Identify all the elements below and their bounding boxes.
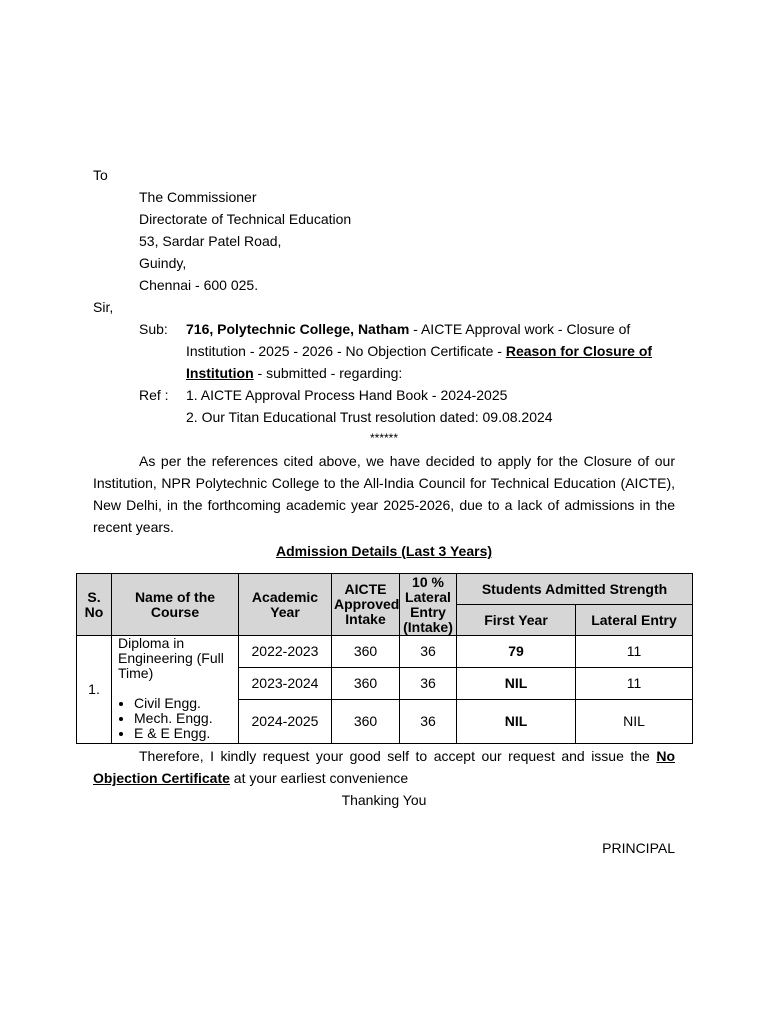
to-label: To bbox=[93, 167, 108, 183]
reference-label: Ref : bbox=[139, 387, 169, 403]
subject-line2-start: Institution - 2025 - 2026 - No Objection Certificate - bbox=[186, 343, 506, 359]
request-text: Therefore, I kindly request your good self to accept our request and issue the bbox=[139, 748, 657, 764]
address-line-4: Guindy, bbox=[139, 255, 187, 271]
subject-label: Sub: bbox=[139, 321, 168, 337]
subject-college: 716, Polytechnic College, Natham bbox=[186, 321, 410, 337]
cell-lateral: 36 bbox=[400, 668, 457, 700]
subject-line-1 bbox=[186, 320, 630, 338]
address-line-5: Chennai - 600 025. bbox=[139, 277, 259, 293]
cell-intake: 360 bbox=[332, 700, 400, 744]
cell-first-year: 79 bbox=[457, 636, 576, 668]
request-tail: at your earliest convenience bbox=[229, 770, 409, 786]
cell-intake: 360 bbox=[332, 668, 400, 700]
cell-lateral-entry: 11 bbox=[576, 668, 693, 700]
branch-item: • Civil Engg. bbox=[134, 696, 236, 711]
subject-line-3 bbox=[186, 364, 402, 382]
admission-table bbox=[76, 573, 693, 744]
signature: PRINCIPAL bbox=[602, 840, 675, 856]
subject-reason-part1: Reason for Closure of bbox=[505, 343, 653, 359]
request-noc: No Objection Certificate bbox=[93, 748, 675, 786]
address-line-3: 53, Sardar Patel Road, bbox=[139, 233, 282, 249]
subject-line1-rest: - AICTE Approval work - Closure of bbox=[409, 321, 631, 337]
reference-item-1: 1. AICTE Approval Process Hand Book - 2024-2025 bbox=[186, 387, 508, 403]
salutation: Sir, bbox=[93, 299, 114, 315]
header-academic-year: Academic Year bbox=[239, 574, 332, 636]
reference-item-2: 2. Our Titan Educational Trust resolution dated: 09.08.2024 bbox=[186, 409, 553, 425]
separator: ****** bbox=[369, 431, 399, 445]
cell-lateral: 36 bbox=[400, 636, 457, 668]
header-course: Name of the Course bbox=[112, 574, 239, 636]
request-paragraph bbox=[93, 745, 675, 789]
header-first-year: First Year bbox=[457, 605, 576, 636]
cell-lateral-entry: NIL bbox=[576, 700, 693, 744]
cell-sno: 1. bbox=[77, 636, 112, 744]
table-header-row bbox=[77, 574, 693, 605]
branch-item: • E & E Engg. bbox=[134, 726, 236, 741]
header-students-admitted: Students Admitted Strength bbox=[457, 574, 693, 605]
header-sno: S. No bbox=[77, 574, 112, 636]
cell-year: 2023-2024 bbox=[239, 668, 332, 700]
cell-year: 2024-2025 bbox=[239, 700, 332, 744]
cell-first-year: NIL bbox=[457, 668, 576, 700]
cell-lateral-entry: 11 bbox=[576, 636, 693, 668]
closing: Thanking You bbox=[341, 792, 427, 808]
header-approved-intake: AICTE Approved Intake bbox=[332, 574, 400, 636]
header-lateral-intake: 10 % Lateral Entry (Intake) bbox=[400, 574, 457, 636]
branch-item: • Mech. Engg. bbox=[134, 711, 236, 726]
address-line-2: Directorate of Technical Education bbox=[139, 211, 352, 227]
cell-intake: 360 bbox=[332, 636, 400, 668]
cell-first-year: NIL bbox=[457, 700, 576, 744]
subject-line-2 bbox=[186, 342, 652, 360]
table-caption: Admission Details (Last 3 Years) bbox=[275, 543, 493, 559]
branch-list bbox=[118, 696, 236, 741]
table-row bbox=[77, 636, 693, 668]
address-line-1: The Commissioner bbox=[139, 189, 257, 205]
course-title: Diploma in Engineering (Full Time) bbox=[118, 635, 224, 681]
header-lateral-entry: Lateral Entry bbox=[576, 605, 693, 636]
cell-year: 2022-2023 bbox=[239, 636, 332, 668]
subject-reason-part2: Institution bbox=[186, 365, 254, 381]
body-paragraph: As per the references cited above, we have decided to apply for the Closure of our Institution, NPR Polytechnic College to the All-India Council for Technical Education (AICTE), New Delhi, in the forthcoming academic year 2025-2026, due to a lack of admissions in the recent years. bbox=[93, 453, 675, 535]
cell-lateral: 36 bbox=[400, 700, 457, 744]
cell-course bbox=[112, 636, 239, 744]
subject-line3-rest: - submitted - regarding: bbox=[253, 365, 403, 381]
